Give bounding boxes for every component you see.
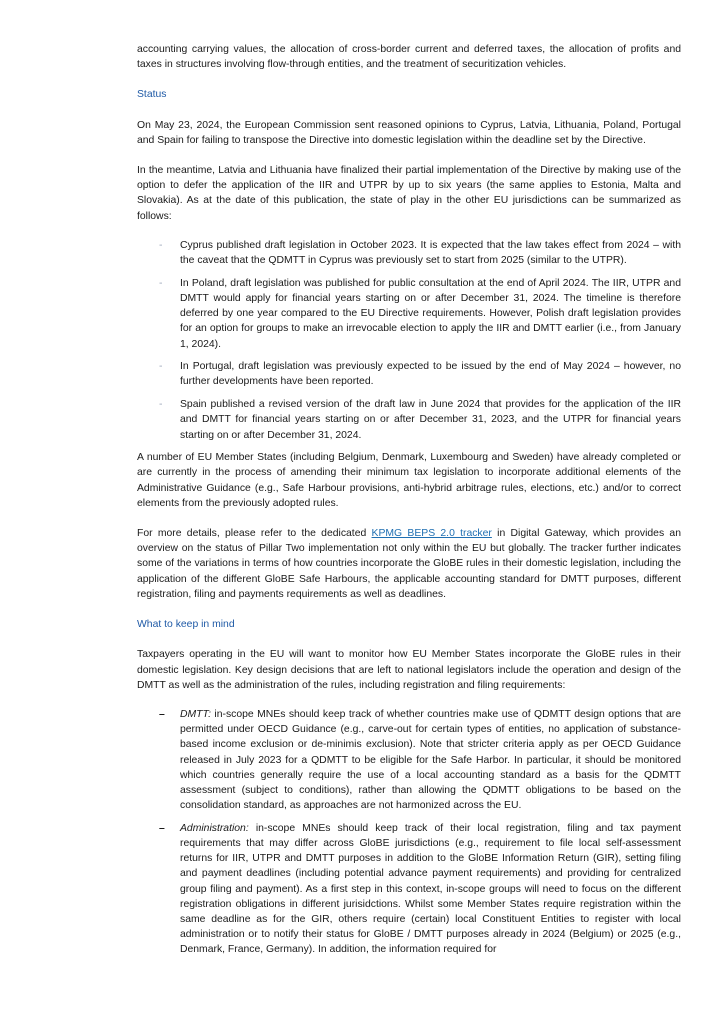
page-content	[137, 42, 681, 965]
beps-tracker-link[interactable]: KPMG BEPS 2.0 tracker	[371, 528, 492, 540]
status-paragraph-2: In the meantime, Latvia and Lithuania have finalized their partial implementation of the Directive by making use of the option to defer the application of the IIR and UTPR by up to six years (the same applies to Estonia, Malta and Slovakia). As at the date of this publication, the state of play in the other EU jurisdictions can be summarized as follows:	[137, 165, 681, 222]
keep-in-mind-heading: What to keep in mind	[137, 619, 235, 631]
status-bullet-list	[137, 238, 681, 443]
tracker-text-before: For more details, please refer to the dedicated	[137, 528, 372, 540]
list-item	[137, 359, 681, 389]
bullet-dash: -	[159, 277, 163, 289]
list-item-text: In Portugal, draft legislation was previously expected to be issued by the end of May 2024 – however, no further developments have been reported.	[180, 361, 681, 388]
dmtt-text: in-scope MNEs should keep track of whether countries make use of QDMTT design options that are permitted under OECD Guidance (e.g., carve-out for certain types of entities, no application of substance-based income exclusion or de-minimis exclusion). Note that stricter criteria apply as per OECD Guidance released in July 2023 for a QDMTT to be eligible for the Safe Harbor. In particular, it should be monitored which countries generally require the use of a local accounting standard as a basis for the QDMTT assessment (subject to conditions), rather than allowing the QDMTT obligations to be based on the consolidation standard, as approaches are not harmonized across the EU.	[180, 708, 681, 812]
list-item-text: Spain published a revised version of the draft law in June 2024 that provides for the application of the IIR and DMTT for financial years starting on or after December 31, 2023, and the UTPR for financial years starting on or after December 31, 2024.	[180, 399, 681, 441]
list-item-text: In Poland, draft legislation was published for public consultation at the end of April 2024. The IIR, UTPR and DMTT would apply for financial years starting on or after December 31, 2024. The timeline is therefore deferred by one year compared to the EU Directive requirements. However, Polish draft legislation provides for an option for groups to make an irrevocable election to apply the IIR and DMTT earlier (i.e., from January 1, 2024).	[180, 277, 681, 350]
list-item	[137, 276, 681, 352]
bullet-dash: –	[159, 822, 165, 834]
keep-in-mind-paragraph: Taxpayers operating in the EU will want to monitor how EU Member States incorporate the GloBE rules in their domestic legislation. Key design decisions that are left to national legislators include the operation and design of the DMTT as well as the administration of the rules, including registration and filing requirements:	[137, 649, 681, 691]
status-paragraph-1: On May 23, 2024, the European Commission sent reasoned opinions to Cyprus, Latvia, Lithuania, Poland, Portugal and Spain for failing to transpose the Directive into domestic legislation within the deadline set by the Directive.	[137, 119, 681, 146]
list-item	[137, 397, 681, 443]
bullet-dash: -	[159, 361, 163, 373]
list-item-dmtt	[137, 707, 681, 813]
bullet-dash: –	[159, 708, 165, 720]
bullet-dash: -	[159, 399, 163, 411]
list-item-text: Cyprus published draft legislation in October 2023. It is expected that the law takes effect from 2024 – with the caveat that the QDMTT in Cyprus was previously set to start from 2025 (similar to the UTPR).	[180, 239, 681, 267]
list-item	[137, 238, 681, 268]
intro-paragraph: accounting carrying values, the allocation of cross-border current and deferred taxes, the allocation of profits and taxes in structures involving flow-through entities, and the treatment of securitization vehicles.	[137, 44, 681, 71]
status-heading: Status	[137, 89, 167, 101]
administration-term: Administration:	[180, 822, 249, 834]
list-item-administration	[137, 821, 681, 958]
administration-text: in-scope MNEs should keep track of their local registration, filing and tax payment requirements that may differ across GloBE jurisdictions (e.g., requirement to file local self-assessment returns for IIR, UTPR and DMTT purposes in addition to the GloBE Information Return (GIR), setting filing and payment deadlines (including potential advance payment requirements) and providing for centralized group filing and payment). As a first step in this context, in-scope groups will need to focus on the different registration obligations in different jurisidctions. Whilst some Member States require registration within the same deadline as for the GIR, others require (certain) local Constituent Entities to register with local administration or to notify their status for GloBE / DMTT purposes already in 2024 (Belgium) or 2025 (e.g., Denmark, France, Germany). In addition, the information required for	[180, 822, 681, 956]
status-paragraph-4	[137, 526, 681, 602]
status-paragraph-3: A number of EU Member States (including Belgium, Denmark, Luxembourg and Sweden) have already completed or are currently in the process of amending their minimum tax legislation to incorporate additional elements of the Administrative Guidance (e.g., Safe Harbour provisions, anti-hybrid arbitrage rules, elections, etc.) and/or to correct elements from the previously adopted rules.	[137, 452, 681, 509]
dmtt-term: DMTT:	[180, 708, 211, 720]
bullet-dash: -	[159, 239, 163, 251]
tracker-text-after: in Digital Gateway, which provides an overview on the status of Pillar Two implementation not only within the EU but globally. The tracker further indicates some of the variations in terms of how countries incorporate the GloBE rules in their domestic legislation, including the application of the different GloBE Safe Harbours, the applicable accounting standard for DMTT purposes, different registration, filing and payments requirements as well as deadlines.	[137, 528, 681, 600]
keep-in-mind-bullet-list	[137, 707, 681, 958]
